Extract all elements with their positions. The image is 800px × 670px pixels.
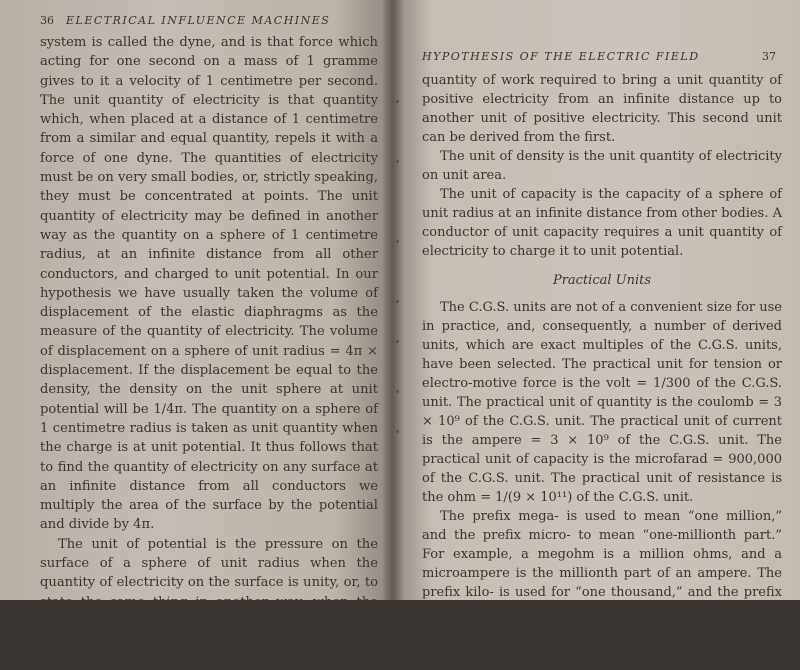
right-page-number: 37 xyxy=(762,50,776,63)
left-running-title: ELECTRICAL INFLUENCE MACHINES xyxy=(66,14,331,27)
left-paragraph-2: The unit of potential is the pressure on the surface of a sphere of unit radius when the quantity of electricity on the surface is unity, or, to state the same thing in another way, when the displacement or density is 1/4π. xyxy=(40,536,378,629)
right-paragraph-1: quantity of work required to bring a unit quantity of positive electricity from an infinite distance up to another unit of positive electricity. This second unit can be derived from the first. xyxy=(422,73,782,145)
left-paragraph-1: system is called the dyne, and is that force which acting for one second on a mass of 1 gramme gives to it a velocity of 1 centimetre per second. The unit quantity of electricity is that quantity which, when placed at a distance of 1 centimetre from a similar and equal quantity, repels it with a force of one dyne. The quantities of electricity must be on very small bodies, or, strictly speaking, they must be concentrated at points. The unit quantity of electricity may be defined in another way as the quantity on a sphere of 1 centimetre radius, at an infinite distance from all other conductors, and charged to unit potential. In our hypothesis we have usually taken the volume of displacement of the elastic diaphragms as the measure of the quantity of electricity. The volume of displacement on a sphere of unit radius = 4π × displacement. If the displacement be equal to the density, the density on the unit sphere at unit potential will be 1/4π. The quantity on a sphere of 1 centimetre radius is taken as unit quantity when the charge is at unit potential. It thus follows that to find the quantity of electricity on any surface at an infinite distance from all conductors we multiply the area of the surface by the potential and divide by 4π. xyxy=(40,35,378,533)
right-running-title: HYPOTHESIS OF THE ELECTRIC FIELD xyxy=(422,50,700,63)
section-paragraph-1: The C.G.S. units are not of a convenient size for use in practice, and, consequently, a number of derived units, which are exact multiples of the C.G.S. units, have been selected. The practical unit for tension or electro-motive force is the volt = 1/300 of the C.G.S. unit. The practical unit of quantity is the coulomb = 3 × 10⁹ of the C.G.S. unit. The practical unit of current is the ampere = 3 × 10⁹ of the C.G.S. unit. The practical unit of capacity is the microfarad = 900,000 of the C.G.S. unit. The practical unit of resistance is the ohm = 1/(9 × 10¹¹) of the C.G.S. unit. xyxy=(422,300,782,505)
left-paragraph-3: The mathematical definition of unit potential is the xyxy=(40,633,378,668)
section-paragraph-2: The prefix mega- is used to mean “one million,” and the prefix micro- to mean “one-millionth part.” For example, a megohm is a million ohms, and a microampere is the millionth part of an ampere. The prefix kilo- is used for “one thousand,” and the prefix milli- for “one- xyxy=(422,509,782,619)
right-page xyxy=(392,0,800,619)
right-paragraph-3: The unit of capacity is the capacity of a sphere of unit radius at an infinite distance from other bodies. A conductor of unit capacity requires a unit quantity of electricity to charge it to unit potential. xyxy=(422,187,782,259)
right-running-head xyxy=(422,50,782,63)
left-page xyxy=(0,0,392,668)
section-title: Practical Units xyxy=(552,273,652,288)
right-paragraph-2: The unit of density is the unit quantity of electricity on unit area. xyxy=(422,149,782,183)
left-running-head xyxy=(40,14,378,27)
left-page-number: 36 xyxy=(40,14,54,27)
